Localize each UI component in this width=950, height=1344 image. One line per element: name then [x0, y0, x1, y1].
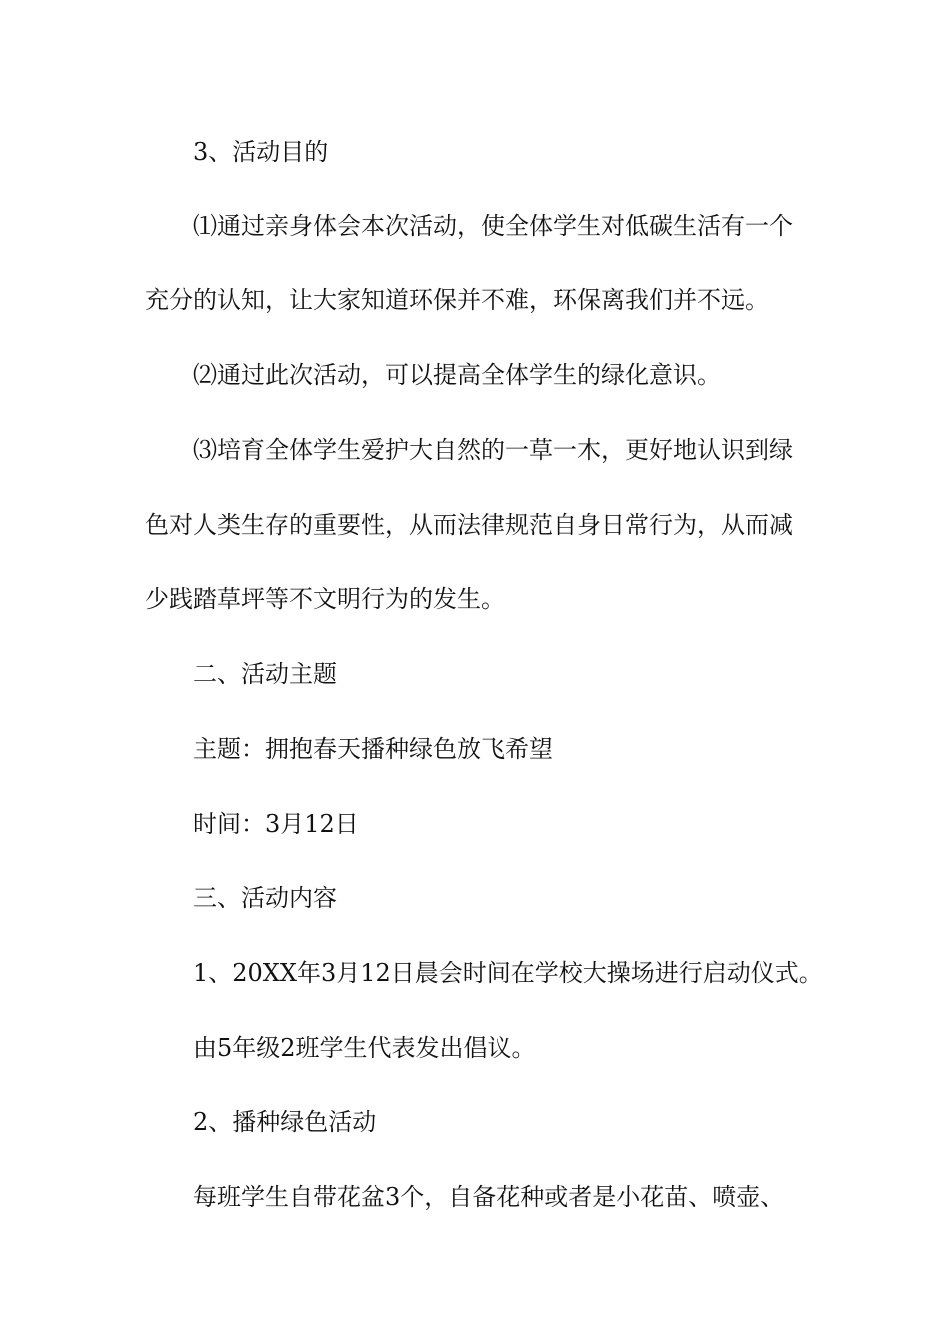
subheading-green-activity: 2、播种绿色活动 — [193, 1108, 377, 1136]
paragraph-line: 1、20XX年3月12日晨会时间在学校大操场进行启动仪式。 — [193, 959, 823, 987]
theme-line: 主题：拥抱春天播种绿色放飞希望 — [193, 735, 553, 763]
paragraph-line: ⑶培育全体学生爱护大自然的一草一木，更好地认识到绿 — [193, 436, 793, 464]
section-heading-theme: 二、活动主题 — [193, 660, 337, 688]
time-line: 时间：3月12日 — [193, 810, 359, 838]
paragraph-line: 色对人类生存的重要性，从而法律规范自身日常行为，从而减 — [145, 511, 793, 539]
paragraph-line: 由5年级2班学生代表发出倡议。 — [193, 1034, 536, 1062]
paragraph-line: ⑵通过此次活动，可以提高全体学生的绿化意识。 — [193, 361, 721, 389]
paragraph-line: ⑴通过亲身体会本次活动，使全体学生对低碳生活有一个 — [193, 212, 793, 240]
paragraph-line: 少践踏草坪等不文明行为的发生。 — [145, 585, 505, 613]
section-heading-content: 三、活动内容 — [193, 884, 337, 912]
paragraph-line: 充分的认知，让大家知道环保并不难，环保离我们并不远。 — [145, 286, 769, 314]
paragraph-line: 每班学生自带花盆3个，自备花种或者是小花苗、喷壶、 — [193, 1183, 785, 1211]
section-heading-purpose: 3、活动目的 — [193, 138, 329, 166]
